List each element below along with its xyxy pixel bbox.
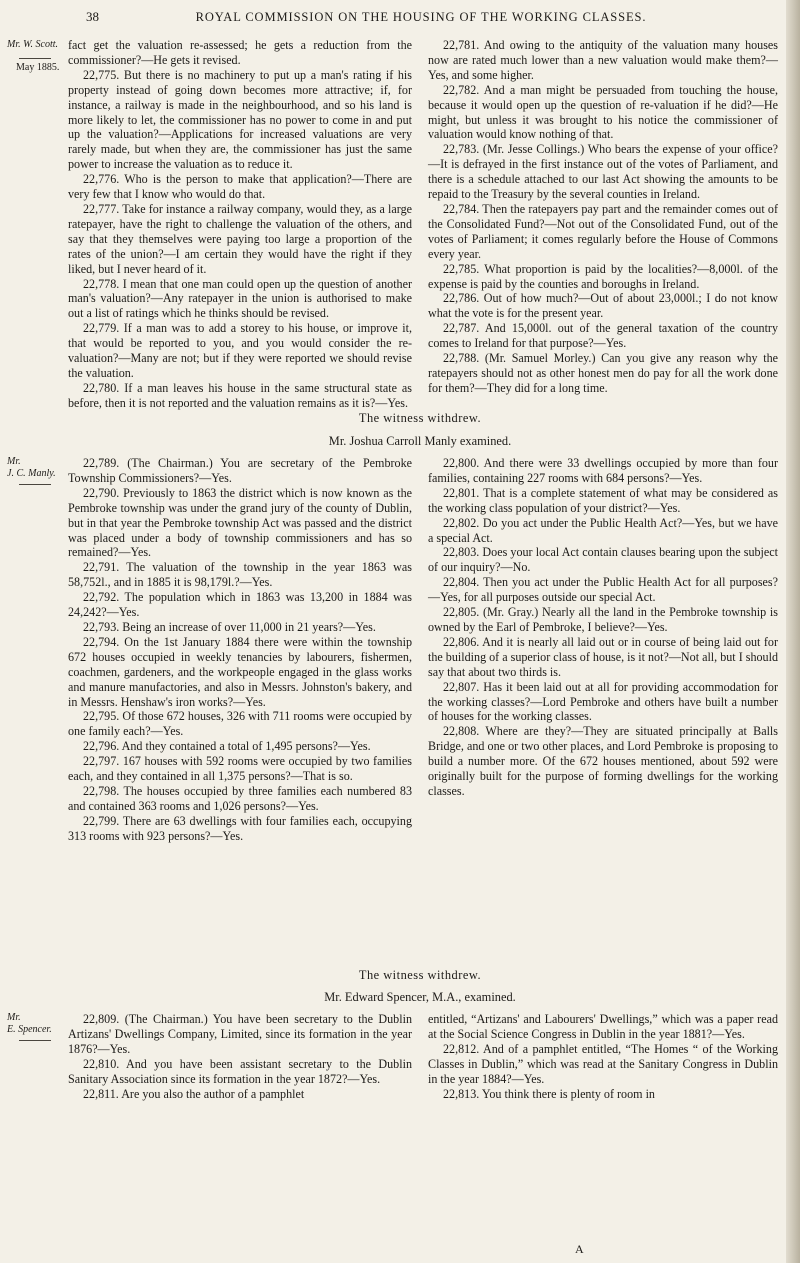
paragraph: 22,800. And there were 33 dwellings occupied by more than four families, containing 227 rooms with 684 persons?—Yes. xyxy=(428,456,778,485)
paragraph: 22,785. What proportion is paid by the localities?—8,000l. of the expense is paid by the counties and boroughs in Ireland. xyxy=(428,261,778,291)
margin-date: May 1885. xyxy=(16,62,60,73)
paragraph: 22,795. Of those 672 houses, 326 with 711 rooms were occupied by one family each?—Yes. xyxy=(68,709,412,739)
paragraph: 22,776. Who is the person to make that application?—There are very few that I know who would do that. xyxy=(68,172,412,202)
paragraph: 22,789. (The Chairman.) You are secretary of the Pembroke Township Commissioners?—Yes. xyxy=(68,456,412,485)
paragraph: 22,811. Are you also the author of a pamphlet xyxy=(83,1086,305,1101)
running-head: ROYAL COMMISSION ON THE HOUSING OF THE WORKING CLASSES. xyxy=(195,10,647,24)
paragraph: 22,794. On the 1st January 1884 there were within the township 672 houses occupied in weekly tenancies by labourers, fishermen, coachmen, gardeners, and the workpeople engaged in the glass works and manure manufactories, and also in Messrs. Johnston's bakery, and in Messrs. Henshaw's iron works?—Yes. xyxy=(68,634,412,709)
paragraph: 22,780. If a man leaves his house in the same structural state as before, then it is not reported and the valuation remains as it is?—Yes. xyxy=(68,380,412,410)
paragraph: entitled, “Artizans' and Labourers' Dwellings,” which was a paper read at the Social Science Congress in Dublin in the year 1881?—Yes. xyxy=(428,1012,778,1041)
margin-witness-scott: Mr. W. Scott. xyxy=(7,39,59,50)
margin-witness-spencer-title: Mr. xyxy=(7,1012,21,1023)
paragraph: 22,799. There are 63 dwellings with four families each, occupying 313 rooms with 923 persons?—Yes. xyxy=(68,813,412,843)
paragraph: 22,809. (The Chairman.) You have been secretary to the Dublin Artizans' Dwellings Company, Limited, since its formation in the year 1876?—Yes. xyxy=(68,1012,412,1056)
paragraph: 22,813. You think there is plenty of room in xyxy=(443,1086,655,1101)
margin-rule xyxy=(19,1040,51,1041)
paragraph: 22,796. And they contained a total of 1,495 persons?—Yes. xyxy=(83,739,371,754)
witness-heading-manly: Mr. Joshua Carroll Manly examined. xyxy=(328,434,512,448)
paragraph: 22,788. (Mr. Samuel Morley.) Can you give any reason why the ratepayers should not as other honest men do pay for all the work done for them?—They did for a long time. xyxy=(428,351,778,395)
witness-withdrew: The witness withdrew. xyxy=(358,411,482,425)
paragraph: 22,787. And 15,000l. out of the general taxation of the country comes to Ireland for that purpose?—Yes. xyxy=(428,321,778,351)
margin-witness-spencer: E. Spencer. xyxy=(7,1024,52,1035)
paragraph: 22,812. And of a pamphlet entitled, “The Homes “ of the Working Classes in Dublin,” which was read at the Sanitary Congress in Dublin in the year 1884?—Yes. xyxy=(428,1041,778,1086)
left-column-section-2 xyxy=(68,456,412,844)
paragraph: 22,793. Being an increase of over 11,000 in 21 years?—Yes. xyxy=(83,619,376,634)
paragraph: 22,791. The valuation of the township in the year 1863 was 58,752l., and in 1885 it is 98,179l.?—Yes. xyxy=(68,560,412,590)
paragraph: 22,802. Do you act under the Public Health Act?—Yes, but we have a special Act. xyxy=(428,515,778,545)
paragraph: 22,782. And a man might be persuaded from touching the house, because it would open up the question of re-valuation if he did?—He might, but unless it was brought to his notice the commissioner of valuation would know nothing of that. xyxy=(428,82,778,142)
paragraph: 22,790. Previously to 1863 the district which is now known as the Pembroke township was under the grand jury of the county of Dublin, but in that year the Pembroke township Act was passed and the district was placed under a body of township commissioners and has so remained?—Yes. xyxy=(68,485,412,560)
paragraph: 22,786. Out of how much?—Out of about 23,000l.; I do not know what the vote is for the present year. xyxy=(428,291,778,321)
paragraph: 22,778. I mean that one man could open up the question of another man's valuation?—Any ratepayer in the union is authorised to make out a list of ratings which he thinks should be revised. xyxy=(68,276,412,321)
paragraph: 22,805. (Mr. Gray.) Nearly all the land in the Pembroke township is owned by the Earl of Pembroke, I believe?—Yes. xyxy=(428,605,778,634)
paragraph: 22,783. (Mr. Jesse Collings.) Who bears the expense of your office?—It is defrayed in the first instance out of the votes of Parliament, and there is a schedule attached to our last Act showing the amounts to be repaid to the Treasury by the several counties in Ireland. xyxy=(428,142,778,202)
paragraph: fact get the valuation re-assessed; he gets a reduction from the commissioner?—He gets it revised. xyxy=(68,38,412,67)
paragraph: 22,784. Then the ratepayers pay part and the remainder comes out of the Consolidated Fund?—Not out of the Consolidated Fund, out of the votes of Parliament; it comes regularly before the House of Commons every year. xyxy=(428,201,778,261)
right-column-section-2 xyxy=(428,456,778,799)
signature-mark: A xyxy=(575,1242,584,1256)
page-edge xyxy=(786,0,800,1263)
paragraph: 22,804. Then you act under the Public Health Act for all purposes?—Yes, for all purposes outside our special Act. xyxy=(428,575,778,605)
paragraph: 22,777. Take for instance a railway company, would they, as a large ratepayer, have the right to challenge the valuation of the others, and say that they themselves were paying too large a proportion of the rates of the union?—I am certain they would have the right if they liked, but I never heard of it. xyxy=(68,201,412,276)
left-column-section-3 xyxy=(68,1012,412,1101)
paragraph: 22,775. But there is no machinery to put up a man's rating if his property instead of going down becomes more attractive; if, for instance, a railway is made in the neighbourhood, and so his land is more likely to let, the commissioner has no power to come in and put up the valuation?—Applications for increased valuations are very rarely made, but when they are, the commissioner has just the same power to increase the valuation as to reduce it. xyxy=(68,67,412,172)
margin-rule xyxy=(19,58,51,59)
paragraph: 22,781. And owing to the antiquity of the valuation many houses now are rated much lower than a new valuation would make them?—Yes, and some higher. xyxy=(428,38,778,82)
witness-withdrew: The witness withdrew. xyxy=(358,968,482,982)
paragraph: 22,792. The population which in 1863 was 13,200 in 1884 was 24,242?—Yes. xyxy=(68,590,412,620)
right-column-section-1 xyxy=(428,38,778,396)
left-column-section-1 xyxy=(68,38,412,411)
margin-rule xyxy=(19,484,51,485)
page-number: 38 xyxy=(86,9,99,24)
paragraph: 22,798. The houses occupied by three families each numbered 83 and contained 363 rooms and 1,026 persons?—Yes. xyxy=(68,783,412,813)
paragraph: 22,806. And it is nearly all laid out or in course of being laid out for the building of a superior class of house, is it not?—Not all, but I should say that about two thirds is. xyxy=(428,634,778,679)
paragraph: 22,779. If a man was to add a storey to his house, or improve it, that would be reported to you, and you would consider the re-valuation?—Many are not; but if they were reported we should revise the valuation. xyxy=(68,321,412,380)
right-column-section-3 xyxy=(428,1012,778,1101)
paragraph: 22,797. 167 houses with 592 rooms were occupied by two families each, and they contained in all 1,375 persons?—That is so. xyxy=(68,754,412,784)
witness-heading-spencer: Mr. Edward Spencer, M.A., examined. xyxy=(324,990,516,1004)
paragraph: 22,810. And you have been assistant secretary to the Dublin Sanitary Association since its formation in the year 1872?—Yes. xyxy=(68,1056,412,1086)
paragraph: 22,801. That is a complete statement of what may be considered as the working class population of your district?—Yes. xyxy=(428,485,778,515)
paragraph: 22,808. Where are they?—They are situated principally at Balls Bridge, and one or two other places, and Lord Pembroke is proposing to build a number more. Of the 672 houses mentioned, about 592 were originally built for the purpose of forming dwellings for the working classes. xyxy=(428,724,778,798)
margin-witness-manly-title: Mr. xyxy=(7,456,21,467)
margin-witness-manly: J. C. Manly. xyxy=(7,468,56,479)
paragraph: 22,803. Does your local Act contain clauses bearing upon the subject of our inquiry?—No. xyxy=(428,545,778,575)
paragraph: 22,807. Has it been laid out at all for providing accommodation for the working classes?—Lord Pembroke and others have built a number of houses for the working classes. xyxy=(428,679,778,724)
